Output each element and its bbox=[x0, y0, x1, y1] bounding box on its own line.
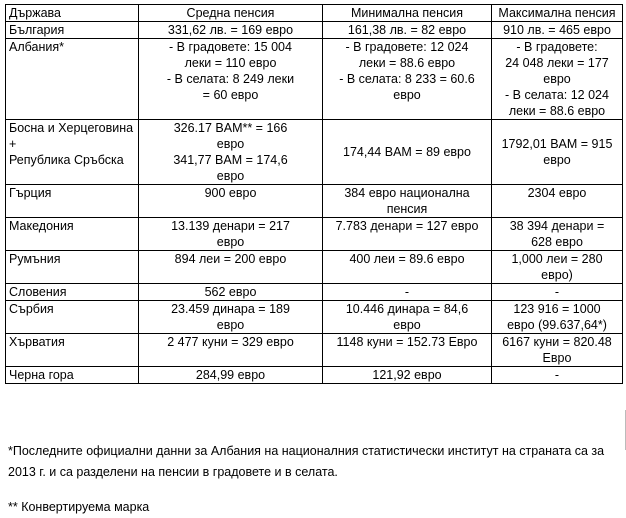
header-country: Държава bbox=[6, 5, 139, 22]
cell-average-pension bbox=[139, 218, 323, 251]
table-row bbox=[6, 301, 623, 334]
cell-line: 10.446 динара = 84,6 bbox=[345, 302, 469, 316]
cell-average-pension bbox=[139, 251, 323, 284]
cell-line: евро bbox=[216, 137, 245, 151]
table-row bbox=[6, 39, 623, 120]
cell-line: - В селата: 8 233 = 60.6 bbox=[339, 72, 475, 86]
cell-line: 1792,01 BAM = 915 bbox=[501, 137, 613, 151]
cell-average-pension bbox=[139, 301, 323, 334]
cell-country bbox=[6, 22, 139, 39]
cell-maximum-pension bbox=[492, 251, 623, 284]
cell-line: 384 евро национална bbox=[344, 186, 470, 200]
cell-country bbox=[6, 334, 139, 367]
cell-line: 894 леи = 200 евро bbox=[174, 252, 287, 266]
cell-line: 23.459 динара = 189 bbox=[171, 302, 290, 316]
cell-line: Босна и Херцеговина + bbox=[9, 121, 134, 151]
table-row bbox=[6, 218, 623, 251]
cell-country bbox=[6, 301, 139, 334]
cell-line: - В градовете: 12 024 bbox=[345, 40, 469, 54]
cell-minimum-pension bbox=[323, 22, 492, 39]
cell-line: - bbox=[554, 285, 560, 299]
table-header-row bbox=[6, 5, 623, 22]
cell-line: Черна гора bbox=[9, 368, 74, 382]
cell-line: 900 евро bbox=[204, 186, 257, 200]
cell-average-pension bbox=[139, 39, 323, 120]
header-average-pension: Средна пенсия bbox=[139, 5, 323, 22]
cell-line: леки = 88.6 евро bbox=[508, 104, 606, 118]
table-row bbox=[6, 284, 623, 301]
cell-line: 38 394 денари = bbox=[509, 219, 605, 233]
cell-maximum-pension bbox=[492, 22, 623, 39]
cell-line: 123 916 = 1000 bbox=[513, 302, 601, 316]
cell-line: евро bbox=[393, 318, 421, 332]
cell-minimum-pension bbox=[323, 367, 492, 384]
cell-maximum-pension bbox=[492, 185, 623, 218]
footnote-bam: ** Конвертируема марка bbox=[8, 500, 150, 514]
cell-minimum-pension bbox=[323, 185, 492, 218]
cell-line: 284,99 евро bbox=[195, 368, 266, 382]
cell-average-pension bbox=[139, 120, 323, 185]
cell-maximum-pension bbox=[492, 39, 623, 120]
cell-average-pension bbox=[139, 185, 323, 218]
cell-line: 161,38 лв. = 82 евро bbox=[347, 23, 467, 37]
cell-line: 7.783 денари = 127 евро bbox=[335, 219, 479, 233]
cell-line: - В селата: 8 249 леки bbox=[166, 72, 295, 86]
cell-line: 6167 куни = 820.48 bbox=[502, 335, 612, 349]
cell-line: България bbox=[9, 23, 65, 37]
cell-minimum-pension bbox=[323, 120, 492, 185]
cell-line: - В градовете: 15 004 bbox=[169, 40, 292, 54]
header-maximum-pension: Максимална пенсия bbox=[492, 5, 623, 22]
cell-maximum-pension bbox=[492, 284, 623, 301]
cell-maximum-pension bbox=[492, 334, 623, 367]
cell-line: 24 048 леки = 177 bbox=[505, 56, 609, 70]
cell-line: - В селата: 12 024 bbox=[505, 88, 609, 102]
cell-line: 400 леи = 89.6 евро bbox=[349, 252, 465, 266]
cell-country bbox=[6, 39, 139, 120]
cell-line: = 60 евро bbox=[202, 88, 259, 102]
table-row bbox=[6, 334, 623, 367]
cell-country bbox=[6, 367, 139, 384]
cell-line: Република Сръбска bbox=[9, 153, 124, 167]
cell-line: 628 евро bbox=[531, 235, 583, 249]
cell-minimum-pension bbox=[323, 334, 492, 367]
cell-line: Македония bbox=[9, 219, 74, 233]
cell-line: евро bbox=[216, 235, 245, 249]
cell-line: евро bbox=[216, 318, 245, 332]
cell-country bbox=[6, 185, 139, 218]
cell-line: 326.17 BAM** = 166 bbox=[173, 121, 288, 135]
cell-line: пенсия bbox=[386, 202, 428, 216]
cell-line: леки = 110 евро bbox=[184, 56, 277, 70]
cell-country bbox=[6, 251, 139, 284]
cell-line: евро bbox=[543, 72, 571, 86]
cell-minimum-pension bbox=[323, 251, 492, 284]
cell-average-pension bbox=[139, 284, 323, 301]
cell-maximum-pension bbox=[492, 218, 623, 251]
pension-table bbox=[5, 4, 623, 384]
table-body bbox=[6, 22, 623, 384]
cell-line: евро bbox=[543, 153, 571, 167]
cell-line: евро) bbox=[541, 268, 573, 282]
cell-line: 2 477 куни = 329 евро bbox=[167, 335, 294, 349]
cell-line: - bbox=[554, 368, 560, 382]
cell-line: 121,92 евро bbox=[372, 368, 442, 382]
cell-line: - bbox=[404, 285, 410, 299]
cell-average-pension bbox=[139, 22, 323, 39]
cell-average-pension bbox=[139, 334, 323, 367]
footnotes bbox=[8, 441, 620, 518]
cell-line: 562 евро bbox=[204, 285, 257, 299]
cell-line: 2304 евро bbox=[527, 186, 587, 200]
cell-line: евро bbox=[393, 88, 421, 102]
cell-average-pension bbox=[139, 367, 323, 384]
table-row bbox=[6, 185, 623, 218]
table-row bbox=[6, 367, 623, 384]
cell-line: Албания* bbox=[9, 40, 64, 54]
cell-line: Сърбия bbox=[9, 302, 54, 316]
header-minimum-pension: Минимална пенсия bbox=[323, 5, 492, 22]
cell-line: Гърция bbox=[9, 186, 52, 200]
cell-line: 910 лв. = 465 евро bbox=[503, 23, 611, 37]
cell-minimum-pension bbox=[323, 284, 492, 301]
cell-line: Хърватия bbox=[9, 335, 65, 349]
cell-line: 331,62 лв. = 169 евро bbox=[167, 23, 294, 37]
table-row bbox=[6, 22, 623, 39]
cell-line: 13.139 денари = 217 bbox=[171, 219, 290, 233]
cell-minimum-pension bbox=[323, 39, 492, 120]
cell-line: леки = 88.6 евро bbox=[358, 56, 456, 70]
cell-line: Румъния bbox=[9, 252, 61, 266]
cell-maximum-pension bbox=[492, 120, 623, 185]
cell-line: - В градовете: bbox=[516, 40, 598, 54]
cell-minimum-pension bbox=[323, 301, 492, 334]
cell-country bbox=[6, 284, 139, 301]
cell-country bbox=[6, 218, 139, 251]
cell-maximum-pension bbox=[492, 301, 623, 334]
table-row bbox=[6, 120, 623, 185]
cell-line: Словения bbox=[9, 285, 67, 299]
cell-line: евро bbox=[216, 169, 245, 183]
footnote-albania: *Последните официални данни за Албания на националния статистически институт на страната са за 2013 г. и са разделени на пенсии в градовете и в селата. bbox=[8, 444, 605, 479]
cell-line: Евро bbox=[542, 351, 572, 365]
cell-line: 1,000 леи = 280 bbox=[511, 252, 603, 266]
cell-line: евро (99.637,64*) bbox=[507, 318, 607, 332]
cell-line: 174,44 BAM = 89 евро bbox=[343, 145, 471, 159]
cell-line: 341,77 BAM = 174,6 bbox=[173, 153, 288, 167]
cell-minimum-pension bbox=[323, 218, 492, 251]
cell-line: 1148 куни = 152.73 Евро bbox=[336, 335, 478, 349]
table-row bbox=[6, 251, 623, 284]
cell-maximum-pension bbox=[492, 367, 623, 384]
cell-country bbox=[6, 120, 139, 185]
